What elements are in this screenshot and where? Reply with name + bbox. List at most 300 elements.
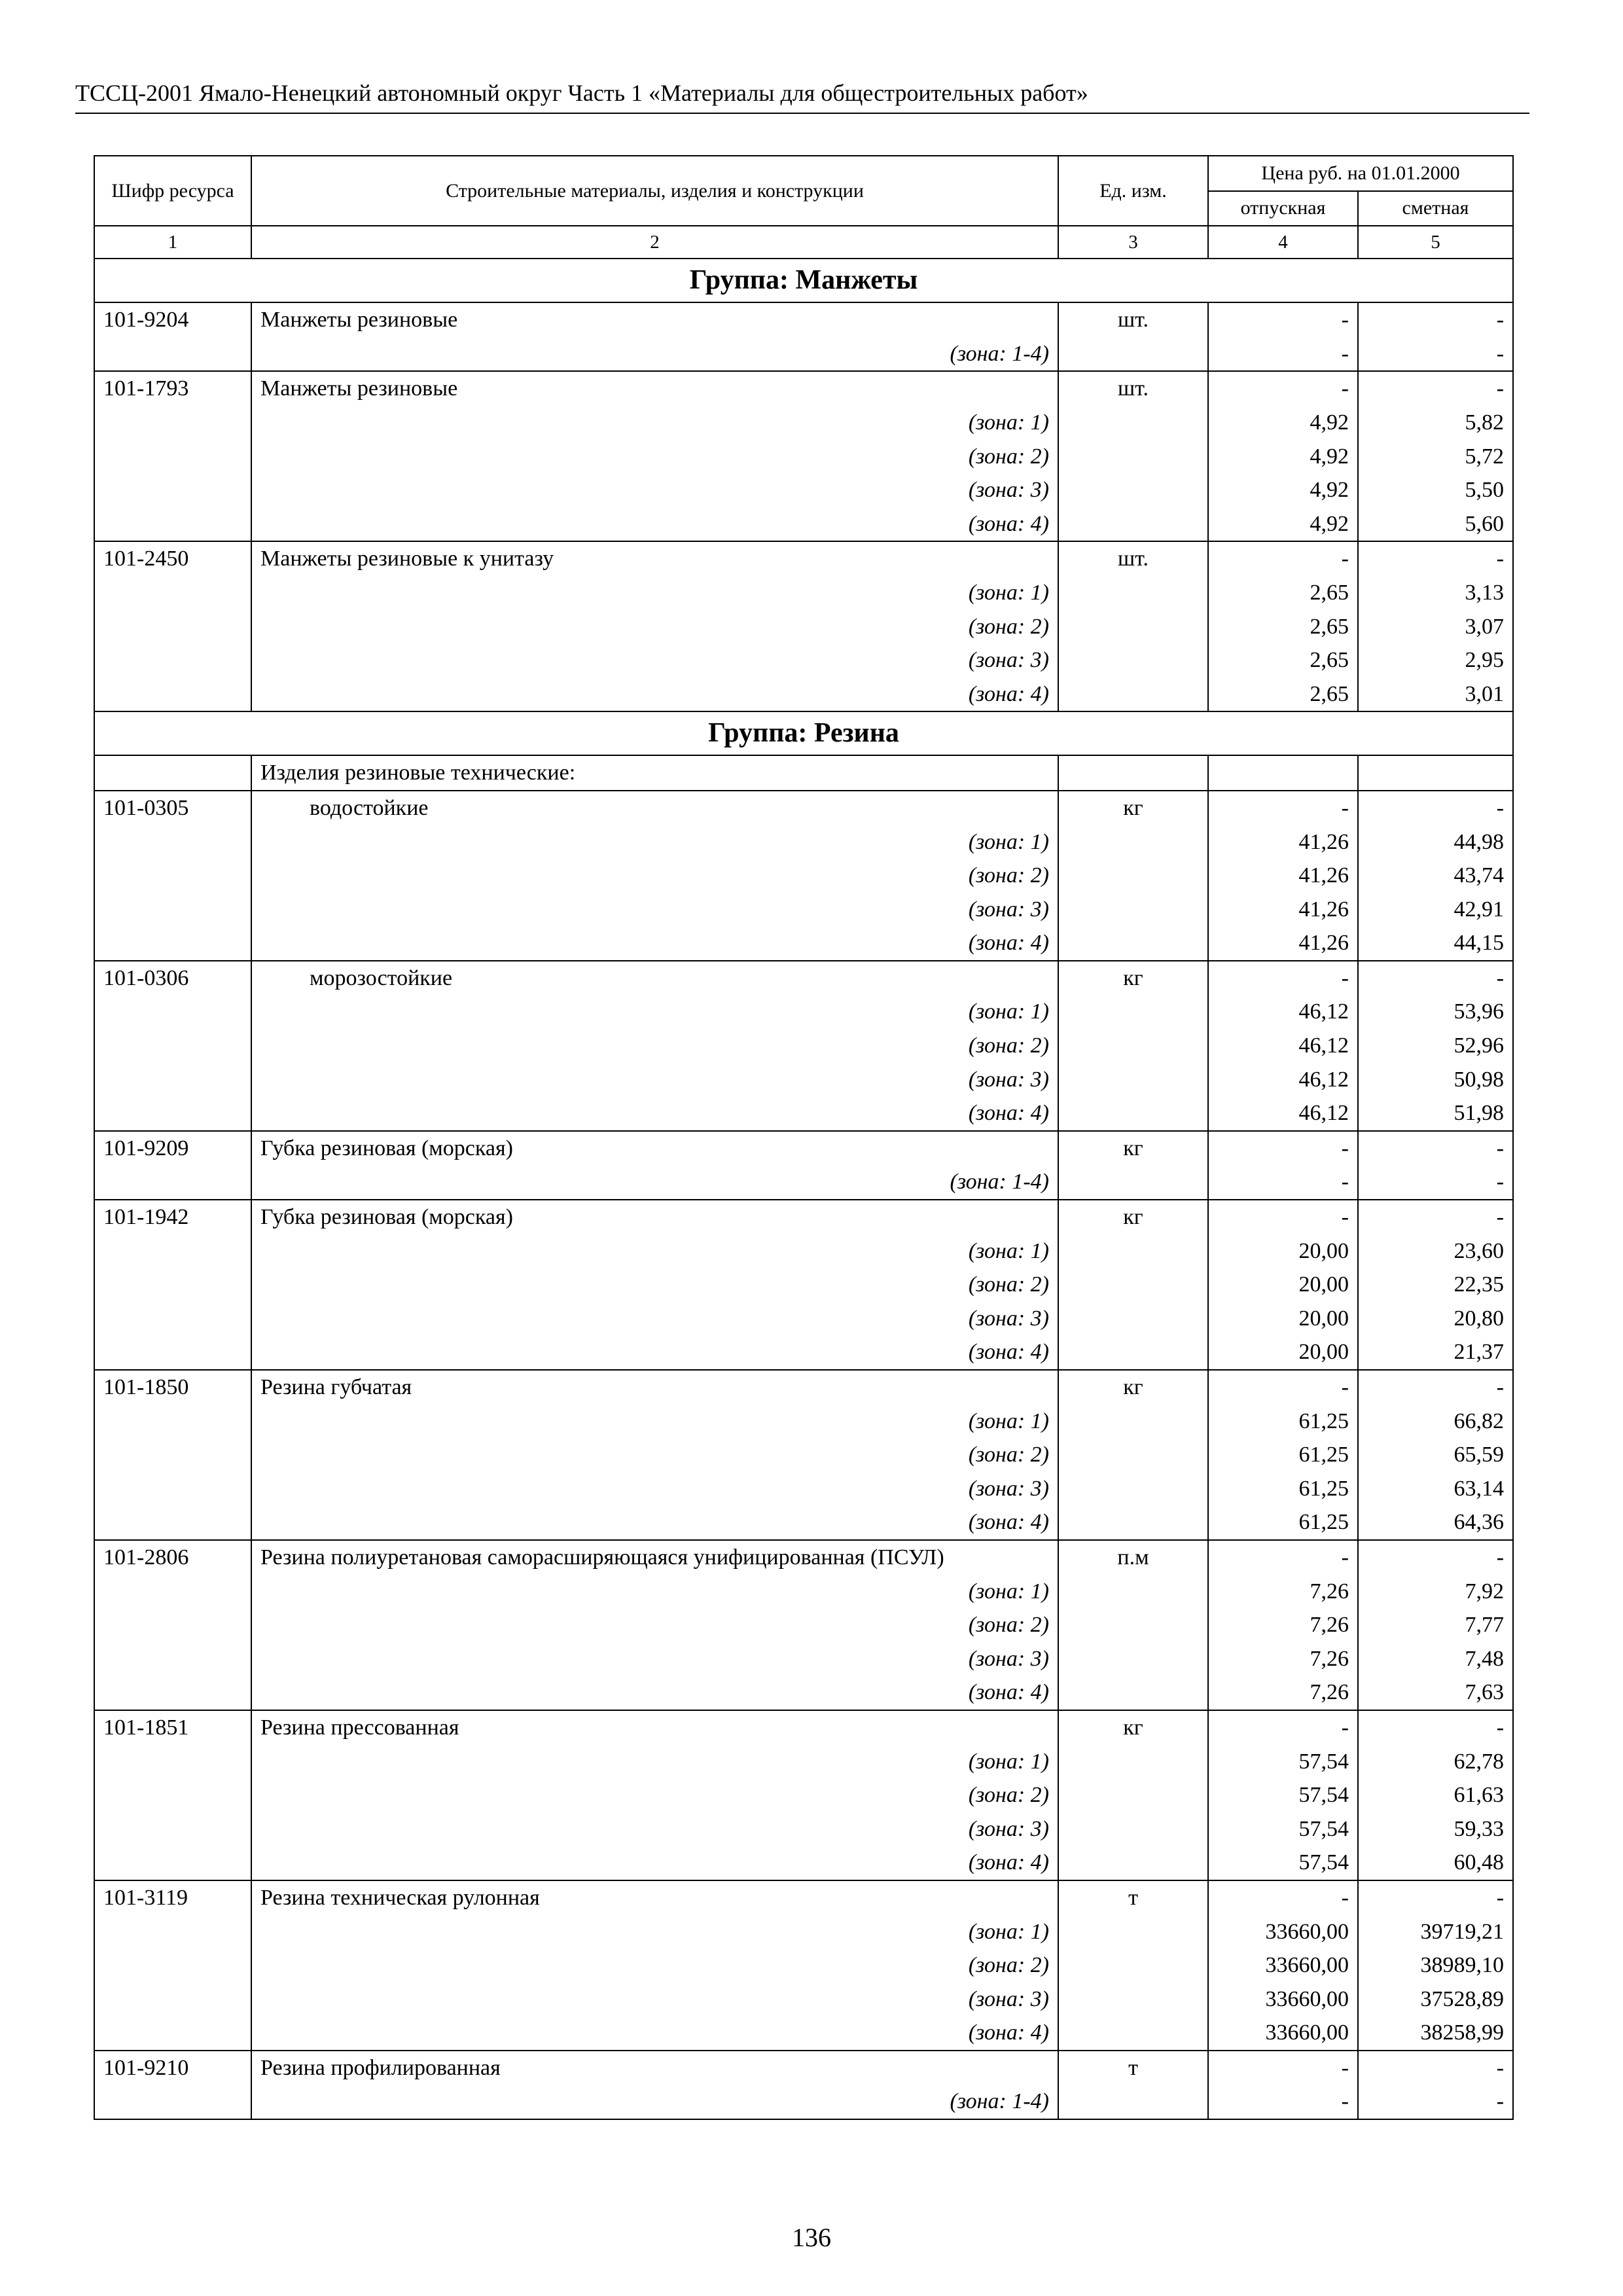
zone-row [94, 995, 1513, 1029]
zone-code [94, 1948, 251, 1982]
zone-unit [1058, 1029, 1208, 1063]
zone-unit [1058, 1676, 1208, 1710]
zone-unit [1058, 337, 1208, 372]
zone-unit [1058, 1302, 1208, 1336]
zone-row [94, 926, 1513, 961]
item-unit: п.м [1058, 1540, 1208, 1575]
zone-row [94, 893, 1513, 927]
table-row [94, 1710, 1513, 1745]
price-table [94, 155, 1514, 2120]
zone-code [94, 1268, 251, 1302]
item-code: 101-2450 [94, 541, 251, 576]
zone-estimate-price: 22,35 [1358, 1268, 1513, 1302]
item-code: 101-1942 [94, 1200, 251, 1234]
item-code: 101-1851 [94, 1710, 251, 1745]
item-estimate-price: - [1358, 1710, 1513, 1745]
item-code: 101-0305 [94, 791, 251, 825]
zone-label: (зона: 4) [251, 507, 1058, 542]
zone-row [94, 1642, 1513, 1676]
zone-release-price: 57,54 [1208, 1812, 1358, 1846]
zone-unit [1058, 1268, 1208, 1302]
zone-row [94, 1778, 1513, 1812]
zone-row [94, 1063, 1513, 1097]
table-row [94, 961, 1513, 996]
zone-unit [1058, 610, 1208, 644]
zone-release-price: 4,92 [1208, 406, 1358, 440]
zone-unit [1058, 1948, 1208, 1982]
zone-row [94, 859, 1513, 893]
zone-unit [1058, 473, 1208, 507]
zone-unit [1058, 1063, 1208, 1097]
zone-code [94, 1575, 251, 1609]
zone-label: (зона: 4) [251, 1846, 1058, 1880]
item-name: Манжеты резиновые [251, 371, 1058, 406]
zone-estimate-price: 5,72 [1358, 440, 1513, 474]
zone-code [94, 473, 251, 507]
zone-label: (зона: 2) [251, 1438, 1058, 1472]
zone-unit [1058, 1745, 1208, 1779]
table-row [94, 1540, 1513, 1575]
zone-release-price: 20,00 [1208, 1302, 1358, 1336]
zone-row [94, 677, 1513, 712]
zone-release-price: 7,26 [1208, 1676, 1358, 1710]
zone-release-price: 41,26 [1208, 859, 1358, 893]
document-header: ТССЦ-2001 Ямало-Ненецкий автономный округ Часть 1 «Материалы для общестроительных работ» [75, 73, 1529, 114]
zone-label: (зона: 1) [251, 406, 1058, 440]
zone-label: (зона: 1) [251, 1405, 1058, 1439]
item-unit: кг [1058, 791, 1208, 825]
zone-row [94, 1812, 1513, 1846]
zone-label: (зона: 3) [251, 1302, 1058, 1336]
zone-estimate-price: - [1358, 337, 1513, 372]
zone-estimate-price: 53,96 [1358, 995, 1513, 1029]
zone-release-price: 57,54 [1208, 1846, 1358, 1880]
zone-estimate-price: 38258,99 [1358, 2016, 1513, 2051]
zone-estimate-price: 52,96 [1358, 1029, 1513, 1063]
zone-label: (зона: 3) [251, 1642, 1058, 1676]
zone-release-price: 4,92 [1208, 473, 1358, 507]
zone-label: (зона: 1) [251, 576, 1058, 610]
zone-estimate-price: 66,82 [1358, 1405, 1513, 1439]
zone-unit [1058, 1575, 1208, 1609]
item-name: Резина профилированная [251, 2051, 1058, 2085]
zone-unit [1058, 2016, 1208, 2051]
zone-unit [1058, 1472, 1208, 1506]
zone-release-price: 57,54 [1208, 1745, 1358, 1779]
zone-unit [1058, 1778, 1208, 1812]
zone-estimate-price: 44,15 [1358, 926, 1513, 961]
zone-release-price: 33660,00 [1208, 1982, 1358, 2017]
item-unit: шт. [1058, 302, 1208, 337]
zone-label: (зона: 2) [251, 440, 1058, 474]
zone-code [94, 643, 251, 677]
zone-code [94, 1165, 251, 1200]
zone-label: (зона: 2) [251, 1029, 1058, 1063]
zone-row [94, 643, 1513, 677]
zone-release-price: 46,12 [1208, 1096, 1358, 1131]
table-row [94, 371, 1513, 406]
zone-unit [1058, 677, 1208, 712]
item-estimate-price: - [1358, 961, 1513, 996]
zone-code [94, 1029, 251, 1063]
zone-code [94, 1608, 251, 1642]
zone-label: (зона: 2) [251, 1608, 1058, 1642]
zone-estimate-price: 60,48 [1358, 1846, 1513, 1880]
table-row [94, 1880, 1513, 1915]
subheading-label: Изделия резиновые технические: [251, 755, 1058, 791]
col-unit-header: Ед. изм. [1058, 156, 1208, 226]
zone-label: (зона: 2) [251, 1268, 1058, 1302]
table-row [94, 2051, 1513, 2085]
zone-code [94, 926, 251, 961]
zone-unit [1058, 1505, 1208, 1540]
page-number: 136 [792, 2223, 831, 2252]
zone-code [94, 1472, 251, 1506]
zone-estimate-price: 62,78 [1358, 1745, 1513, 1779]
zone-row [94, 1165, 1513, 1200]
zone-code [94, 440, 251, 474]
zone-label: (зона: 3) [251, 1472, 1058, 1506]
col-name-header: Строительные материалы, изделия и конструкции [251, 156, 1058, 226]
zone-code [94, 610, 251, 644]
table-row [94, 791, 1513, 825]
zone-label: (зона: 4) [251, 677, 1058, 712]
zone-code [94, 1812, 251, 1846]
zone-release-price: 2,65 [1208, 576, 1358, 610]
zone-row [94, 1846, 1513, 1880]
zone-label: (зона: 2) [251, 610, 1058, 644]
zone-unit [1058, 893, 1208, 927]
zone-row [94, 1268, 1513, 1302]
zone-code [94, 1335, 251, 1370]
zone-estimate-price: 61,63 [1358, 1778, 1513, 1812]
zone-code [94, 1642, 251, 1676]
item-code [94, 755, 251, 791]
zone-release-price: 33660,00 [1208, 2016, 1358, 2051]
item-code: 101-1793 [94, 371, 251, 406]
zone-code [94, 1302, 251, 1336]
col-code-header: Шифр ресурса [94, 156, 251, 226]
zone-release-price: 2,65 [1208, 610, 1358, 644]
zone-unit [1058, 1405, 1208, 1439]
zone-release-price: 57,54 [1208, 1778, 1358, 1812]
zone-code [94, 1745, 251, 1779]
table-row [94, 1131, 1513, 1166]
col-number: 5 [1358, 226, 1513, 259]
zone-release-price: 41,26 [1208, 926, 1358, 961]
zone-release-price: 61,25 [1208, 1505, 1358, 1540]
zone-estimate-price: 21,37 [1358, 1335, 1513, 1370]
zone-label: (зона: 4) [251, 1505, 1058, 1540]
zone-label: (зона: 3) [251, 473, 1058, 507]
item-unit: шт. [1058, 541, 1208, 576]
zone-label: (зона: 1-4) [251, 2085, 1058, 2119]
item-unit [1058, 755, 1208, 791]
zone-code [94, 893, 251, 927]
table-row [94, 541, 1513, 576]
item-code: 101-9209 [94, 1131, 251, 1166]
zone-estimate-price: 44,98 [1358, 825, 1513, 859]
item-estimate-price: - [1358, 1540, 1513, 1575]
zone-code [94, 1915, 251, 1949]
zone-unit [1058, 440, 1208, 474]
zone-release-price: 2,65 [1208, 677, 1358, 712]
item-estimate-price: - [1358, 302, 1513, 337]
zone-unit [1058, 576, 1208, 610]
zone-code [94, 1096, 251, 1131]
zone-estimate-price: 7,92 [1358, 1575, 1513, 1609]
zone-code [94, 1846, 251, 1880]
item-release-price: - [1208, 1370, 1358, 1405]
zone-code [94, 1982, 251, 2017]
zone-code [94, 1676, 251, 1710]
table-body [94, 259, 1513, 2119]
zone-label: (зона: 1) [251, 1575, 1058, 1609]
zone-release-price: 33660,00 [1208, 1915, 1358, 1949]
zone-code [94, 1063, 251, 1097]
zone-unit [1058, 1335, 1208, 1370]
zone-release-price: 46,12 [1208, 1063, 1358, 1097]
col-number: 1 [94, 226, 251, 259]
item-name: водостойкие [251, 791, 1058, 825]
zone-unit [1058, 1234, 1208, 1268]
item-release-price: - [1208, 2051, 1358, 2085]
item-unit: кг [1058, 1131, 1208, 1166]
item-unit: кг [1058, 961, 1208, 996]
zone-unit [1058, 1812, 1208, 1846]
zone-release-price: 2,65 [1208, 643, 1358, 677]
item-unit: кг [1058, 1200, 1208, 1234]
zone-estimate-price: 50,98 [1358, 1063, 1513, 1097]
zone-label: (зона: 3) [251, 643, 1058, 677]
col-number: 3 [1058, 226, 1208, 259]
zone-code [94, 859, 251, 893]
zone-label: (зона: 1) [251, 995, 1058, 1029]
item-release-price: - [1208, 371, 1358, 406]
item-release-price: - [1208, 302, 1358, 337]
zone-estimate-price: 64,36 [1358, 1505, 1513, 1540]
zone-label: (зона: 3) [251, 893, 1058, 927]
item-unit: шт. [1058, 371, 1208, 406]
zone-label: (зона: 3) [251, 1982, 1058, 2017]
table-header [94, 156, 1513, 259]
zone-row [94, 1948, 1513, 1982]
zone-estimate-price: 39719,21 [1358, 1915, 1513, 1949]
group-title: Группа: Резина [94, 711, 1513, 755]
group-row [94, 259, 1513, 302]
zone-row [94, 1029, 1513, 1063]
item-code: 101-0306 [94, 961, 251, 996]
zone-release-price: 7,26 [1208, 1642, 1358, 1676]
item-name: Губка резиновая (морская) [251, 1200, 1058, 1234]
zone-estimate-price: 3,01 [1358, 677, 1513, 712]
col-release-header: отпускная [1208, 191, 1358, 226]
item-estimate-price [1358, 755, 1513, 791]
zone-code [94, 576, 251, 610]
item-estimate-price: - [1358, 791, 1513, 825]
item-unit: кг [1058, 1370, 1208, 1405]
zone-estimate-price: 38989,10 [1358, 1948, 1513, 1982]
item-unit: т [1058, 1880, 1208, 1915]
zone-unit [1058, 1846, 1208, 1880]
zone-estimate-price: 51,98 [1358, 1096, 1513, 1131]
zone-row [94, 507, 1513, 542]
zone-estimate-price: 23,60 [1358, 1234, 1513, 1268]
zone-unit [1058, 1608, 1208, 1642]
zone-estimate-price: 5,60 [1358, 507, 1513, 542]
zone-row [94, 2085, 1513, 2119]
col-number: 2 [251, 226, 1058, 259]
zone-row [94, 1096, 1513, 1131]
zone-release-price: 46,12 [1208, 995, 1358, 1029]
table-row [94, 1370, 1513, 1405]
col-estimate-header: сметная [1358, 191, 1513, 226]
zone-estimate-price: 5,50 [1358, 473, 1513, 507]
zone-estimate-price: 20,80 [1358, 1302, 1513, 1336]
item-unit: кг [1058, 1710, 1208, 1745]
zone-release-price: - [1208, 337, 1358, 372]
item-name: Резина губчатая [251, 1370, 1058, 1405]
item-release-price: - [1208, 1710, 1358, 1745]
zone-row [94, 610, 1513, 644]
zone-release-price: 41,26 [1208, 825, 1358, 859]
zone-row [94, 440, 1513, 474]
zone-row [94, 1575, 1513, 1609]
zone-unit [1058, 1915, 1208, 1949]
item-estimate-price: - [1358, 541, 1513, 576]
item-estimate-price: - [1358, 1880, 1513, 1915]
zone-row [94, 1405, 1513, 1439]
zone-unit [1058, 507, 1208, 542]
zone-code [94, 1505, 251, 1540]
zone-code [94, 507, 251, 542]
zone-unit [1058, 825, 1208, 859]
item-unit: т [1058, 2051, 1208, 2085]
item-release-price: - [1208, 791, 1358, 825]
item-name: Губка резиновая (морская) [251, 1131, 1058, 1166]
item-release-price: - [1208, 1540, 1358, 1575]
item-name: Манжеты резиновые [251, 302, 1058, 337]
zone-code [94, 1438, 251, 1472]
zone-release-price: 20,00 [1208, 1234, 1358, 1268]
zone-code [94, 1405, 251, 1439]
zone-row [94, 406, 1513, 440]
subheading-row [94, 755, 1513, 791]
item-name: Резина полиуретановая саморасширяющаяся унифицированная (ПСУЛ) [251, 1540, 1058, 1575]
zone-release-price: 46,12 [1208, 1029, 1358, 1063]
zone-label: (зона: 1) [251, 825, 1058, 859]
zone-estimate-price: - [1358, 2085, 1513, 2119]
zone-label: (зона: 2) [251, 859, 1058, 893]
item-estimate-price: - [1358, 2051, 1513, 2085]
zone-code [94, 1778, 251, 1812]
col-number: 4 [1208, 226, 1358, 259]
zone-code [94, 1234, 251, 1268]
zone-release-price: - [1208, 1165, 1358, 1200]
zone-release-price: 7,26 [1208, 1575, 1358, 1609]
zone-code [94, 406, 251, 440]
zone-code [94, 2085, 251, 2119]
zone-code [94, 677, 251, 712]
zone-label: (зона: 1) [251, 1915, 1058, 1949]
zone-label: (зона: 4) [251, 926, 1058, 961]
item-release-price: - [1208, 1131, 1358, 1166]
zone-estimate-price: - [1358, 1165, 1513, 1200]
item-name: морозостойкие [251, 961, 1058, 996]
zone-row [94, 825, 1513, 859]
zone-row [94, 337, 1513, 372]
zone-release-price: 61,25 [1208, 1438, 1358, 1472]
zone-label: (зона: 1) [251, 1234, 1058, 1268]
zone-release-price: - [1208, 2085, 1358, 2119]
item-estimate-price: - [1358, 371, 1513, 406]
zone-unit [1058, 643, 1208, 677]
item-release-price [1208, 755, 1358, 791]
zone-row [94, 576, 1513, 610]
zone-row [94, 1676, 1513, 1710]
zone-label: (зона: 2) [251, 1948, 1058, 1982]
item-release-price: - [1208, 1880, 1358, 1915]
zone-release-price: 41,26 [1208, 893, 1358, 927]
zone-unit [1058, 406, 1208, 440]
item-code: 101-1850 [94, 1370, 251, 1405]
zone-label: (зона: 1-4) [251, 337, 1058, 372]
zone-release-price: 61,25 [1208, 1472, 1358, 1506]
zone-label: (зона: 2) [251, 1778, 1058, 1812]
group-row [94, 711, 1513, 755]
zone-label: (зона: 1) [251, 1745, 1058, 1779]
zone-estimate-price: 3,13 [1358, 576, 1513, 610]
zone-row [94, 1915, 1513, 1949]
zone-row [94, 1438, 1513, 1472]
zone-release-price: 20,00 [1208, 1335, 1358, 1370]
zone-release-price: 61,25 [1208, 1405, 1358, 1439]
zone-code [94, 337, 251, 372]
zone-unit [1058, 1438, 1208, 1472]
zone-row [94, 1472, 1513, 1506]
zone-label: (зона: 4) [251, 1096, 1058, 1131]
zone-release-price: 4,92 [1208, 507, 1358, 542]
zone-label: (зона: 3) [251, 1063, 1058, 1097]
col-price-group-header: Цена руб. на 01.01.2000 [1208, 156, 1513, 191]
zone-row [94, 2016, 1513, 2051]
zone-estimate-price: 63,14 [1358, 1472, 1513, 1506]
item-estimate-price: - [1358, 1131, 1513, 1166]
table-row [94, 302, 1513, 337]
zone-release-price: 33660,00 [1208, 1948, 1358, 1982]
table-row [94, 1200, 1513, 1234]
zone-estimate-price: 2,95 [1358, 643, 1513, 677]
item-code: 101-2806 [94, 1540, 251, 1575]
zone-unit [1058, 1096, 1208, 1131]
item-release-price: - [1208, 1200, 1358, 1234]
group-title: Группа: Манжеты [94, 259, 1513, 302]
zone-release-price: 20,00 [1208, 1268, 1358, 1302]
zone-row [94, 1302, 1513, 1336]
zone-label: (зона: 3) [251, 1812, 1058, 1846]
item-estimate-price: - [1358, 1200, 1513, 1234]
zone-estimate-price: 7,48 [1358, 1642, 1513, 1676]
zone-estimate-price: 42,91 [1358, 893, 1513, 927]
item-code: 101-9204 [94, 302, 251, 337]
item-release-price: - [1208, 961, 1358, 996]
zone-row [94, 1745, 1513, 1779]
zone-unit [1058, 926, 1208, 961]
zone-code [94, 995, 251, 1029]
zone-estimate-price: 5,82 [1358, 406, 1513, 440]
item-name: Резина прессованная [251, 1710, 1058, 1745]
zone-row [94, 473, 1513, 507]
